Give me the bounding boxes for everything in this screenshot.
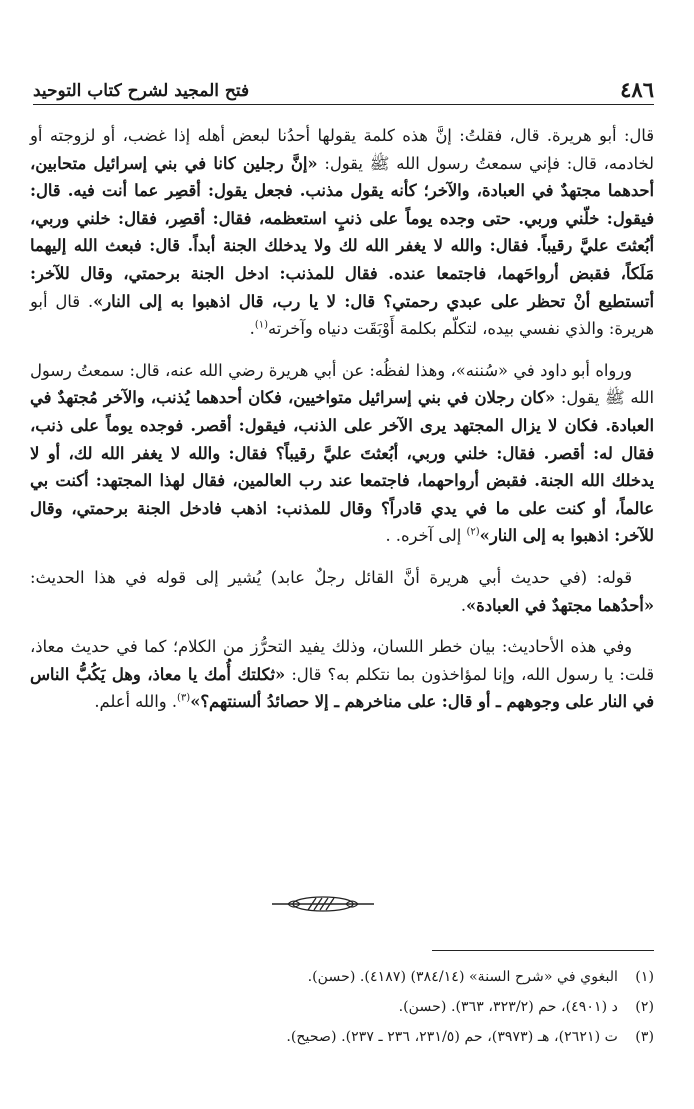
footnote-ref: (٣) <box>177 692 191 704</box>
footnote-number: (١) <box>635 969 654 985</box>
footnote-ref: (٢) <box>466 526 480 538</box>
footnote <box>30 962 654 992</box>
text-run: قوله: (في حديث أبي هريرة أنَّ القائل رجلٌ عابد) يُشير إلى قوله في هذا الحديث: <box>30 567 632 587</box>
paragraph <box>30 357 654 550</box>
text-run: قال: أبو هريرة. قال، فقلتُ: إنَّ هذه كلمة يقولها أحدُنا لبعض أهله إذا غضب، أو لزوجته أو لخادمه، قال: فإني سمعتُ رسول الله ﷺ يقول: <box>30 126 654 173</box>
page-number: ٤٨٦ <box>620 77 654 102</box>
hadith-quote: «إنَّ رجلين كانا في بني إسرائيل متحابين، أحدهما مجتهدٌ في العبادة، والآخر؛ كأنه يقول مذنب. فجعل يقول: أقصِر عما أنت فيه. قال: فيقول: خلّني وربي. حتى وجده يوماً على ذنبٍ استعظمه، فقال: أقصِر، فقال: خلني وربي، أبُعثتَ عليَّ رقيباً. فقال: والله لا يغفر الله لك ولا يدخلك الجنة أبداً. قال: فبعث الله إليهما مَلَكاً، فقبض أرواحَهما، فاجتمعا عنده. فقال للمذنب: ادخل الجنة برحمتي، وقال للآخر: أتستطيع أنْ تحظر على عبدي رحمتي؟ قال: لا يا رب، قال اذهبوا به إلى النار» <box>30 153 654 311</box>
hadith-quote: «كان رجلان في بني إسرائيل متواخيين، فكان أحدهما يُذنب، والآخر مُجتهدٌ في العبادة. فكان لا يزال المجتهد يرى الآخر على الذنب، فيقول: أقصر. فوجده يوماً على ذنب، فقال له: أقصر. فقال: خلني وربي، أبُعثتَ عليَّ رقيباً؟ فقال: والله لا يغفر الله لك، أو لا يدخلك الله الجنة. فقبض أرواحهما، فاجتمعا عند رب العالمين، فقال لهذا المجتهد: أكنت بي عالماً، أو كنت على ما في يدي قادراً؟ وقال للمذنب: اذهب فادخل الجنة برحمتي، وقال للآخر: اذهبوا به إلى النار» <box>30 388 654 546</box>
text-run: إلى آخره. . <box>385 526 467 546</box>
footnote <box>30 1022 654 1052</box>
text-run: ورواه أبو داود في «سُننه»، وهذا لفظُه: عن أبي هريرة رضي الله عنه، قال: سمعتُ رسول الله ﷺ يقول: <box>30 360 654 408</box>
hadith-quote: «أحدُهما مجتهدٌ في العبادة» <box>466 595 654 615</box>
text-run: . <box>249 319 255 339</box>
paragraph <box>30 633 654 716</box>
main-text <box>30 122 654 730</box>
footnote-ref: (١) <box>254 319 269 331</box>
text-run: . <box>460 595 466 615</box>
paragraph <box>30 122 654 343</box>
running-title: فتح المجيد لشرح كتاب التوحيد <box>33 81 250 101</box>
hadith-quote: «ثكلتك أُمك يا معاذ، وهل يَكُبُّ الناس في النار على وجوههم ـ أو قال: على مناخرهم ـ إلا حصائدُ ألسنتهم؟» <box>30 664 654 712</box>
text-run: . والله أعلم. <box>94 692 177 712</box>
text-run: وفي هذه الأحاديث: بيان خطر اللسان، وذلك يفيد التحرُّز من الكلام؛ كما في حديث معاذ، قلت: يا رسول الله، وإنا لمؤاخذون بما نتكلم به؟ قال: <box>30 637 654 684</box>
footnote-text: البغوي في «شرح السنة» (٣٨٤/١٤) (٤١٨٧). (حسن). <box>307 969 618 985</box>
text-run: . قال أبو هريرة: والذي نفسي بيده، لتكلّم بكلمة أَوْبَقَت دنياه وآخرته <box>30 291 654 339</box>
footnote <box>30 992 654 1022</box>
footnote-text: ت (٢٦٢١)، هـ (٣٩٧٣)، حم (٢٣١/٥، ٢٣٦ ـ ٢٣٧). (صحيح). <box>286 1029 618 1045</box>
footnote-number: (٢) <box>635 999 654 1015</box>
footnotes <box>30 962 654 1052</box>
page-header <box>33 74 654 105</box>
flourish-ornament-icon <box>268 895 378 913</box>
paragraph <box>30 564 654 619</box>
footnote-number: (٣) <box>635 1029 654 1045</box>
footnote-divider <box>432 950 654 951</box>
footnote-text: د (٤٩٠١)، حم (٣٢٣/٢، ٣٦٣). (حسن). <box>398 999 618 1015</box>
